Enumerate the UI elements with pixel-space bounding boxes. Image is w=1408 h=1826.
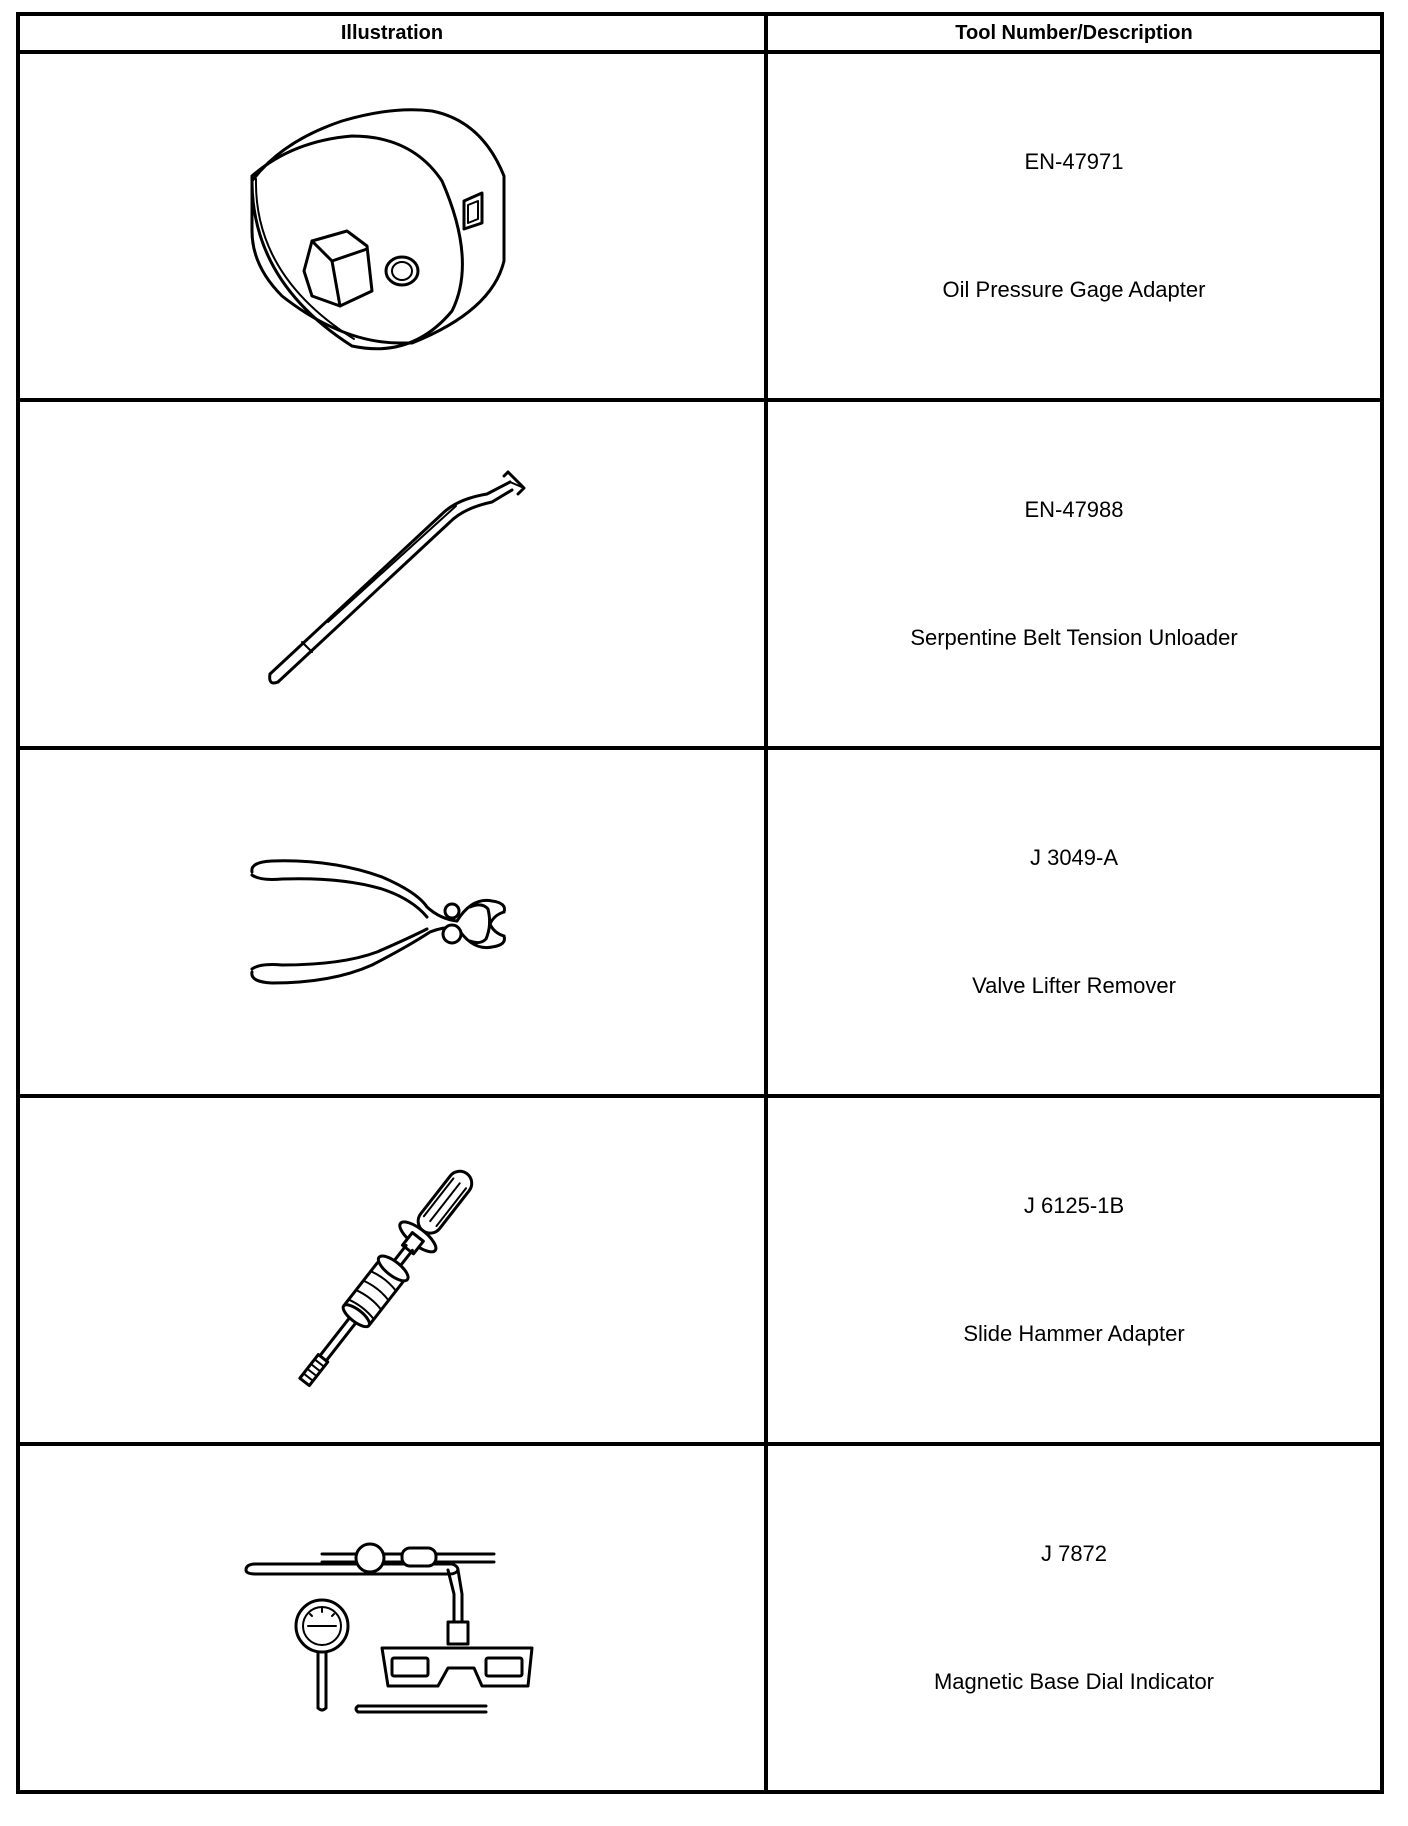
illustration-cell <box>18 400 766 748</box>
tool-description-cell <box>766 400 1382 748</box>
illustration-cell <box>18 748 766 1096</box>
valve-lifter-remover-icon <box>242 837 542 1007</box>
table-header-row <box>18 14 1382 52</box>
table-row <box>18 1096 1382 1444</box>
illustration-cell <box>18 1096 766 1444</box>
serpentine-belt-tension-unloader-icon <box>242 454 542 694</box>
tool-description: Oil Pressure Gage Adapter <box>942 277 1206 302</box>
magnetic-base-dial-indicator-icon <box>242 1518 542 1718</box>
table-row <box>18 52 1382 400</box>
illustration-cell <box>18 1444 766 1792</box>
tool-number: EN-47988 <box>1024 497 1124 522</box>
tool-description-cell <box>766 1096 1382 1444</box>
tool-description-cell <box>766 1444 1382 1792</box>
tool-description-cell <box>766 52 1382 400</box>
tool-description: Serpentine Belt Tension Unloader <box>910 625 1238 650</box>
tool-column-header: Tool Number/Description <box>766 14 1382 52</box>
tool-number: J 6125-1B <box>1023 1193 1125 1218</box>
tool-number: J 7872 <box>1040 1541 1108 1566</box>
illustration-column-header: Illustration <box>18 14 766 52</box>
tool-description: Valve Lifter Remover <box>972 973 1176 998</box>
slide-hammer-icon <box>242 1120 542 1420</box>
tool-number: J 3049-A <box>1029 845 1119 870</box>
table-row <box>18 400 1382 748</box>
special-tools-table <box>16 12 1384 1794</box>
illustration-cell <box>18 52 766 400</box>
tool-number: EN-47971 <box>1024 149 1124 174</box>
table-row <box>18 748 1382 1096</box>
tool-description: Magnetic Base Dial Indicator <box>933 1669 1215 1694</box>
oil-pressure-gage-adapter-icon <box>242 81 542 371</box>
table-row <box>18 1444 1382 1792</box>
tool-description: Slide Hammer Adapter <box>963 1321 1185 1346</box>
tool-description-cell <box>766 748 1382 1096</box>
